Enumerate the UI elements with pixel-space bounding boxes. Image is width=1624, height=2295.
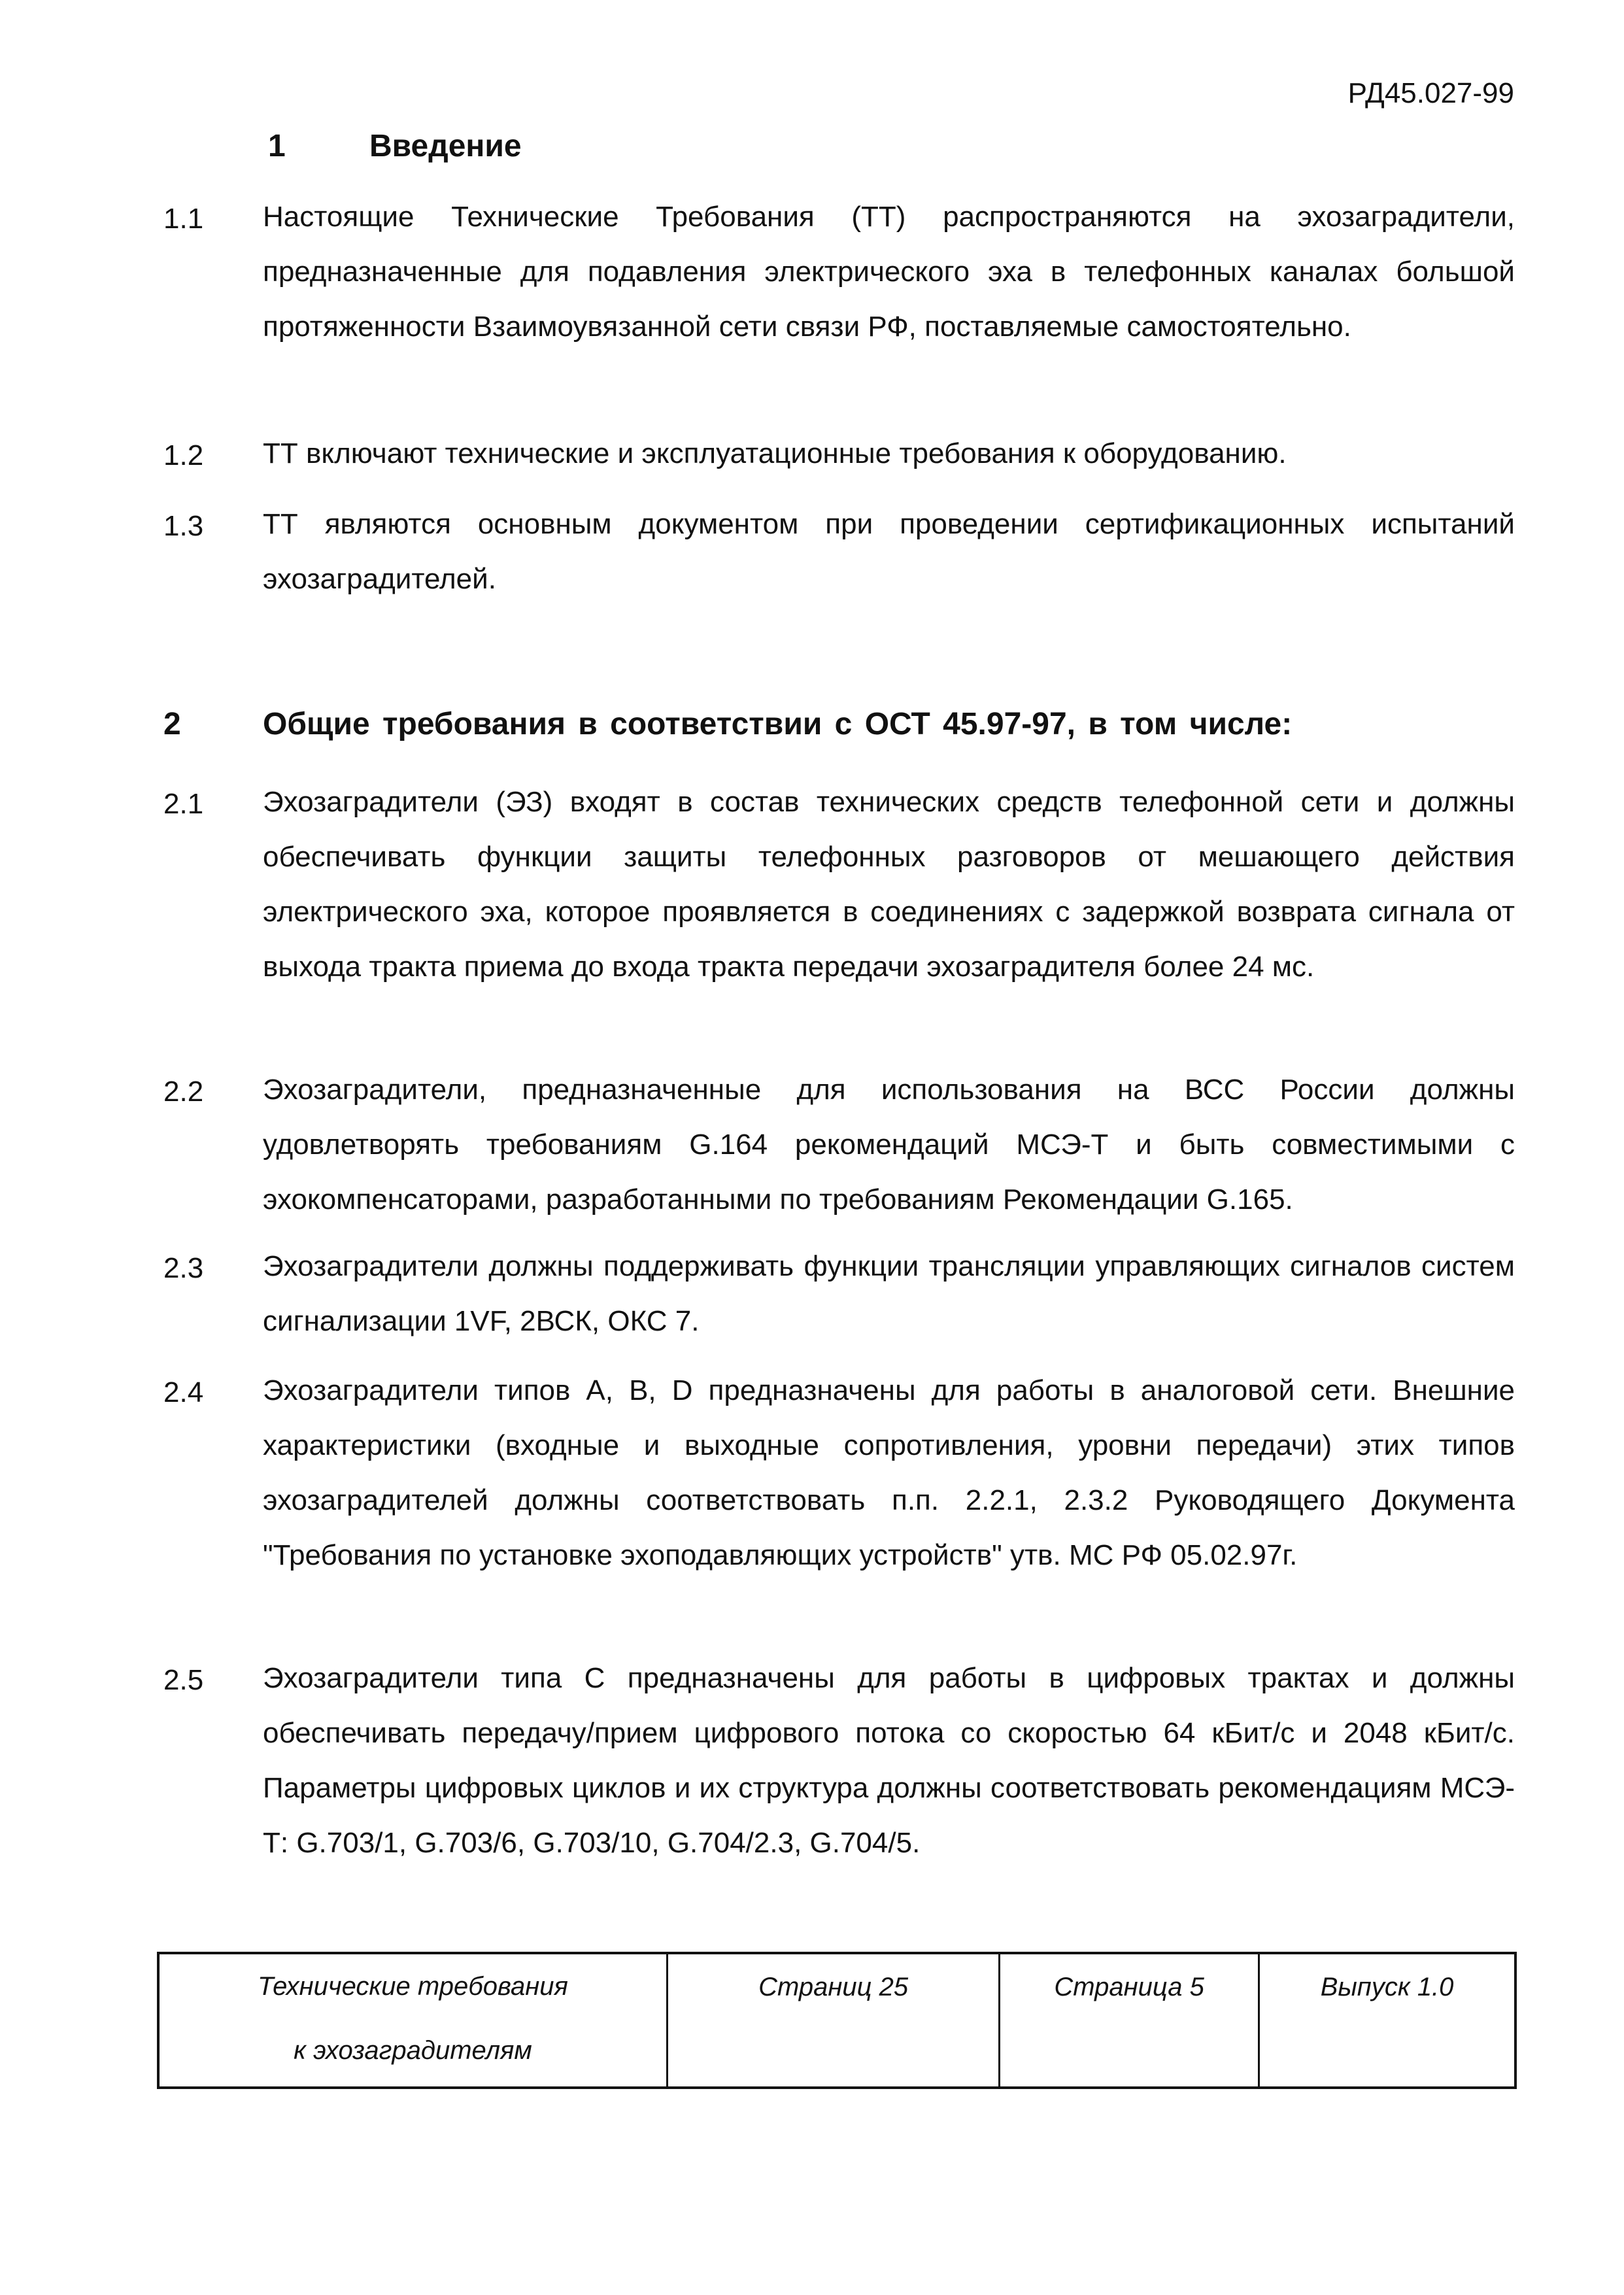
item-2-1-text: Эхозаградители (ЭЗ) входят в состав технических средств телефонной сети и должны обеспечивать функции защиты телефонных разговоров от мешающего действия электрического эха, которое проявляется в соединениях с задержкой возврата сигнала от выхода тракта приема до входа тракта передачи эхозаградителя более 24 мс.: [263, 786, 1515, 983]
item-2-5-number: 2.5: [163, 1664, 204, 1696]
item-2-2-number: 2.2: [163, 1076, 204, 1108]
item-1-1-text: Настоящие Технические Требования (ТТ) распространяются на эхозаградители, предназначенные для подавления электрического эха в телефонных каналах большой протяженности Взаимоувязанной сети связи РФ, поставляемые самостоятельно.: [263, 201, 1515, 343]
footer-page-number: Страница 5: [1000, 1953, 1259, 2088]
item-1-3-number: 1.3: [163, 510, 204, 542]
footer-document-title: [158, 1953, 667, 2088]
footer-table: [157, 1952, 1517, 2089]
item-2-3-text: Эхозаградители должны поддерживать функции трансляции управляющих сигналов систем сигнализации 1VF, 2ВСК, ОКС 7.: [263, 1250, 1515, 1337]
footer-row: [158, 1953, 1515, 2088]
section-2-number: 2: [163, 707, 181, 741]
item-1-3-text: ТТ являются основным документом при проведении сертификационных испытаний эхозаградителей.: [263, 508, 1515, 595]
footer-title-line-2: к эхозаградителям: [294, 2036, 532, 2065]
item-2-4-number: 2.4: [163, 1376, 204, 1408]
section-1-number: 1: [268, 129, 286, 163]
footer-pages-total: Страниц 25: [667, 1953, 999, 2088]
item-2-1-number: 2.1: [163, 788, 204, 820]
document-code: РД45.027-99: [1347, 77, 1514, 109]
section-2-title: Общие требования в соответствии с ОСТ 45.97-97, в том числе:: [263, 707, 1293, 741]
item-1-1-number: 1.1: [163, 203, 204, 235]
item-2-4-text: Эхозаградители типов A, B, D предназначены для работы в аналоговой сети. Внешние характеристики (входные и выходные сопротивления, уровни передачи) этих типов эхозаградителей должны соответствовать п.п. 2.2.1, 2.3.2 Руководящего Документа "Требования по установке эхоподавляющих устройств" утв. МС РФ 05.02.97г.: [263, 1374, 1515, 1571]
footer-title-line-1: Технические требования: [258, 1972, 568, 2001]
footer-issue: Выпуск 1.0: [1259, 1953, 1515, 2088]
item-1-2-number: 1.2: [163, 439, 204, 471]
item-2-5-text: Эхозаградители типа С предназначены для работы в цифровых трактах и должны обеспечивать передачу/прием цифрового потока со скоростью 64 кБит/с и 2048 кБит/с. Параметры цифровых циклов и их структура должны соответствовать рекомендациям МСЭ-Т: G.703/1, G.703/6, G.703/10, G.704/2.3, G.704/5.: [263, 1662, 1515, 1859]
section-1-title: Введение: [369, 129, 522, 163]
item-2-2-text: Эхозаградители, предназначенные для использования на ВСС России должны удовлетворять требованиям G.164 рекомендаций МСЭ-Т и быть совместимыми с эхокомпенсаторами, разработанными по требованиям Рекомендации G.165.: [263, 1074, 1515, 1216]
item-2-3-number: 2.3: [163, 1252, 204, 1284]
item-1-2-text: ТТ включают технические и эксплуатационные требования к оборудованию.: [263, 437, 1287, 469]
